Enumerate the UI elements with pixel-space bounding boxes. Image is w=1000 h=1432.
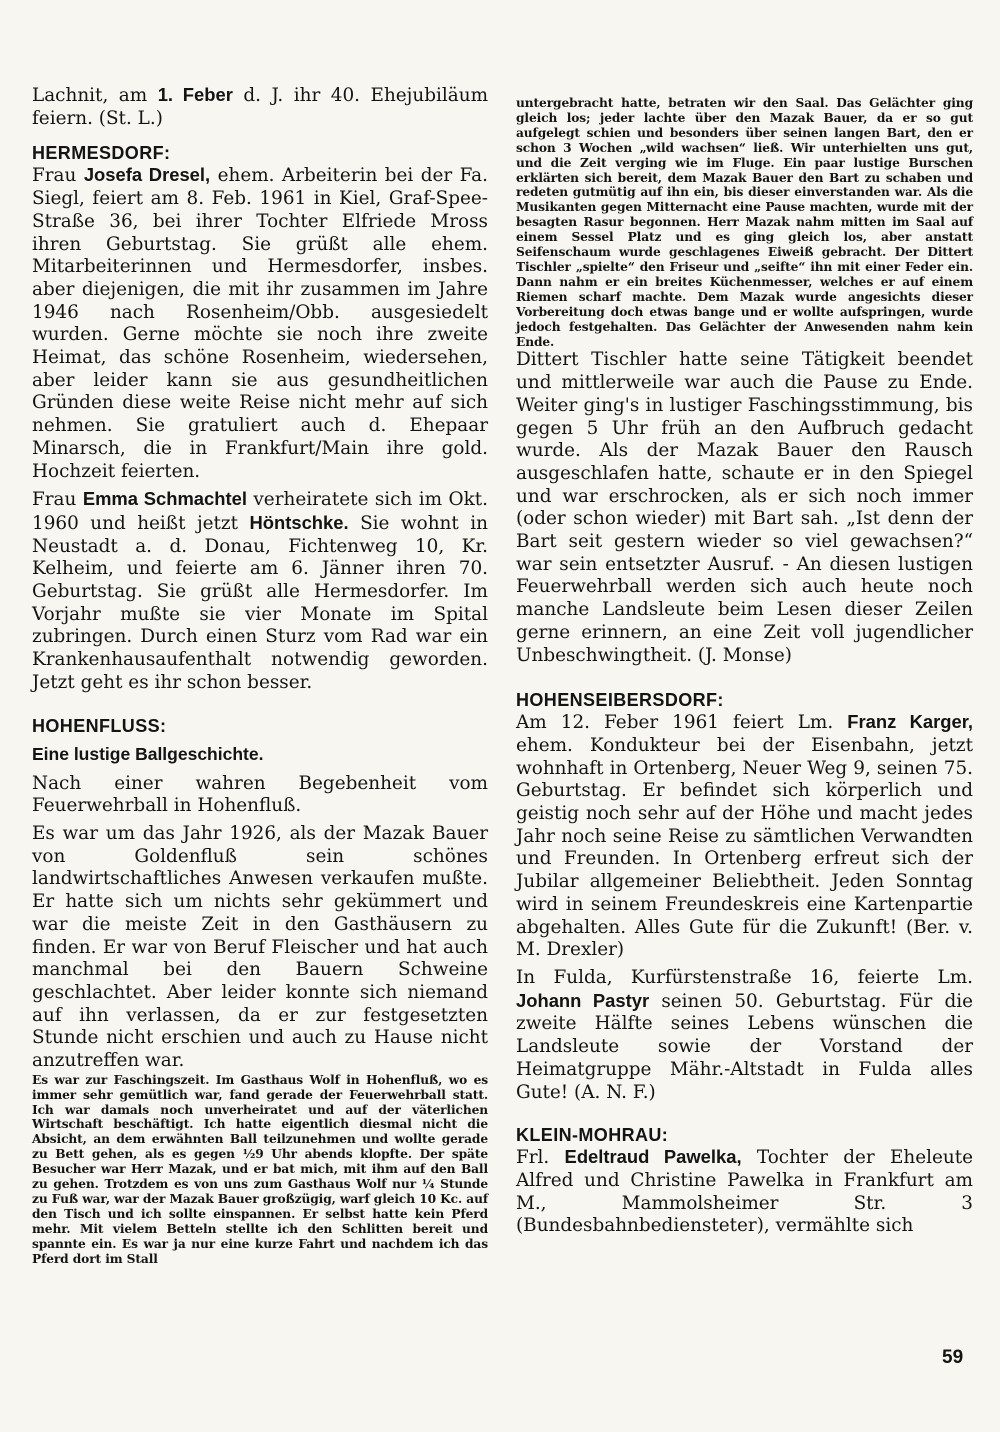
left-column: [32, 84, 488, 1267]
hohenseibersdorf-paragraph-2: [516, 967, 973, 1104]
text: verheiratete sich im Okt. 1960 und heißt jetzt: [32, 489, 488, 534]
hermesdorf-paragraph-2: [32, 488, 488, 694]
text: ehem. Arbeiterin bei der Fa. Siegl, feiert am 8. Feb. 1961 in Kiel, Graf-Spee-Straße 36, bei ihrer Tochter Elfriede Mross ihren Geburtstag. Sie grüßt alle ehem. Mitarbeiterinnen und Hermesdorfer, insbes. aber diejenigen, die mit ihr zusammen im Jahre 1946 nach Rosenheim/Obb. ausgesiedelt wurden. Gerne möchte sie noch ihre zweite Heimat, das schöne Rosenheim, wiedersehen, aber leider kann sie aus gesundheitlichen Gründen diese weite Reise nicht mehr auf sich nehmen. Sie gratuliert auch d. Ehepaar Minarsch, die in Frankfurt/Main ihre gold. Hochzeit feierten.: [32, 165, 488, 482]
section-heading-hermesdorf: HERMESDORF:: [32, 143, 171, 164]
section-heading-klein-mohrau: KLEIN-MOHRAU:: [516, 1125, 669, 1146]
hohenfluss-paragraph-2: Es war um das Jahr 1926, als der Mazak Bauer von Goldenfluß sein schönes landwirtschaftliches Anwesen verkaufen mußte. Er hatte sich um nichts sehr gekümmert und war die meiste Zeit in den Gasthäusern zu finden. Er war von Beruf Fleischer und hat auch manchmal bei den Bauern Schweine geschlachtet. Aber leider konnte sich niemand auf ihn verlassen, da er zur festgesetzten Stunde nicht erschien und auch zu Hause nicht anzutreffen war.: [32, 822, 488, 1072]
person-name: Franz Karger,: [847, 711, 973, 733]
text: ehem. Kondukteur bei der Eisenbahn, jetzt wohnhaft in Ortenberg, Neuer Weg 9, seinen 75. Geburtstag. Er befindet sich körperlich und geistig noch sehr auf der Höhe und macht jedes Jahr noch seine Reise zu sämtlichen Verwandten und Freunden. In Ortenberg erfreut sich der Jubilar allgemeiner Beliebtheit. Jeden Sonntag wird in seinem Freundeskreis eine Kartenpartie abgehalten. Alles Gute für die Zukunft! (Ber. v. M. Drexler): [516, 734, 973, 961]
hohenfluss-paragraph-1: Nach einer wahren Begebenheit vom Feuerwehrball in Hohenfluß.: [32, 772, 488, 817]
person-name: Emma Schmachtel: [82, 488, 247, 510]
story-subheading: Eine lustige Ballgeschichte.: [32, 743, 264, 764]
intro-paragraph: [32, 84, 488, 130]
intro-date: 1. Feber: [157, 84, 233, 105]
intro-text-end: d. J. ihr 40. Ehejubiläum feiern. (St. L.): [32, 85, 489, 129]
hohenseibersdorf-paragraph-1: [516, 711, 973, 962]
text: Tochter der Eheleute Alfred und Christine Pawelka in Frankfurt am M., Mammolsheimer Str. 3 (Bundesbahnbediensteter), vermählte sich: [516, 1147, 973, 1237]
text: In Fulda, Kurfürstenstraße 16, feierte Lm.: [516, 966, 973, 988]
right-column: [516, 96, 973, 1238]
intro-text: Lachnit, am: [32, 85, 158, 106]
story-continuation: Dittert Tischler hatte seine Tätigkeit beendet und mittlerweile war auch die Pause zu Ende. Weiter ging's in lustiger Faschingsstimmung, bis gegen 5 Uhr früh an den Aufbruch gedacht wurde. Als der Mazak Bauer den Rausch ausgeschlafen hatte, schaute er in den Spiegel und war erschrocken, als er sich noch immer (oder schon wieder) mit Bart sah. „Ist denn der Bart seit gestern wieder so viel gewachsen?“ war sein entsetzter Ausruf. - An diesen lustigen Feuerwehrball werden sich auch heute noch manche Landsleute beim Lesen dieser Zeilen gerne erinnern, an eine Zeit voll jugendlicher Unbeschwingtheit. (J. Monse): [516, 349, 973, 666]
page-number: 59: [942, 1347, 964, 1368]
text: Frau: [32, 165, 84, 187]
section-heading-hohenfluss: HOHENFLUSS:: [32, 715, 167, 736]
person-name: Johann Pastyr: [516, 989, 650, 1011]
person-name: Josefa Dresel,: [83, 164, 211, 186]
text: Frl.: [516, 1147, 565, 1169]
person-name: Höntschke.: [249, 511, 349, 533]
text: Am 12. Feber 1961 feiert Lm.: [516, 712, 848, 734]
section-heading-hohenseibersdorf: HOHENSEIBERSDORF:: [516, 690, 724, 711]
story-continuation-small: untergebracht hatte, betraten wir den Saal. Das Gelächter ging gleich los; jeder lachte über den Mazak Bauer, da er so gut aufgelegt schien und besonders über seinen langen Bart, den er schon 3 Wochen „wild wachsen“ ließ. Wir unterhielten uns gut, und die Zeit verging wie im Fluge. Ein paar lustige Burschen erklärten sich bereit, dem Mazak Bauer den Bart zu schaben und redeten gutmütig auf ihn ein, bis dieser einverstanden war. Als die Musikanten gegen Mitternacht eine Pause machten, wurde mit der besagten Rasur begonnen. Herr Mazak nahm mitten im Saal auf einem Sessel Platz und es ging gleich los, aber anstatt Seifenschaum wurde geschlagenes Eiweiß gebracht. Der Dittert Tischler „spielte“ den Friseur und „seifte“ ihn mit einer Feder ein. Dann nahm er ein breites Küchenmesser, welches er auf einem Riemen scharf machte. Dem Mazak wurde angesichts dieser Vorbereitung doch etwas bange und er wollte aufspringen, wurde jedoch festgehalten. Das Gelächter der Anwesenden nahm kein Ende.: [516, 96, 973, 349]
klein-mohrau-paragraph-1: [516, 1146, 973, 1238]
person-name: Edeltraud Pawelka,: [564, 1146, 742, 1168]
text: seinen 50. Geburtstag. Für die zweite Hälfte seines Lebens wünschen die Landsleute sowie der Vorstand der Heimatgruppe Mähr.-Altstadt in Fulda alles Gute! (A. N. F.): [516, 990, 973, 1103]
hohenfluss-paragraph-3: Es war zur Faschingszeit. Im Gasthaus Wolf in Hohenfluß, wo es immer sehr gemütlich war, fand gerade der Feuerwehrball statt. Ich war damals noch unverheiratet und auf der väterlichen Wirtschaft beschäftigt. Ich hatte eigentlich diesmal nicht die Absicht, an dem erwähnten Ball teilzunehmen und wollte gerade zu Bett gehen, als es gegen ½9 Uhr abends klopfte. Der späte Besucher war Herr Mazak, und er bat mich, mit ihm auf den Ball zu gehen. Trotzdem es von uns zum Gasthaus Wolf nur ¼ Stunde zu Fuß war, war der Mazak Bauer großzügig, warf gleich 10 Kc. auf den Tisch und ich sollte einspannen. Er selbst hatte kein Pferd mehr. Mit vielem Betteln stellte ich den Schlitten bereit und spannte ein. Es war ja nur eine kurze Fahrt und nachdem ich das Pferd dort im Stall: [32, 1072, 488, 1266]
text: Sie wohnt in Neustadt a. d. Donau, Fichtenweg 10, Kr. Kelheim, und feierte am 6. Jänner ihren 70. Geburtstag. Sie grüßt alle Hermesdorfer. Im Vorjahr mußte sie vier Monate im Spital zubringen. Durch einen Sturz vom Rad war ein Krankenhausaufenthalt notwendig geworden. Jetzt geht es ihr schon besser.: [32, 512, 488, 693]
hermesdorf-paragraph-1: [32, 164, 488, 483]
text: Frau: [32, 489, 83, 511]
